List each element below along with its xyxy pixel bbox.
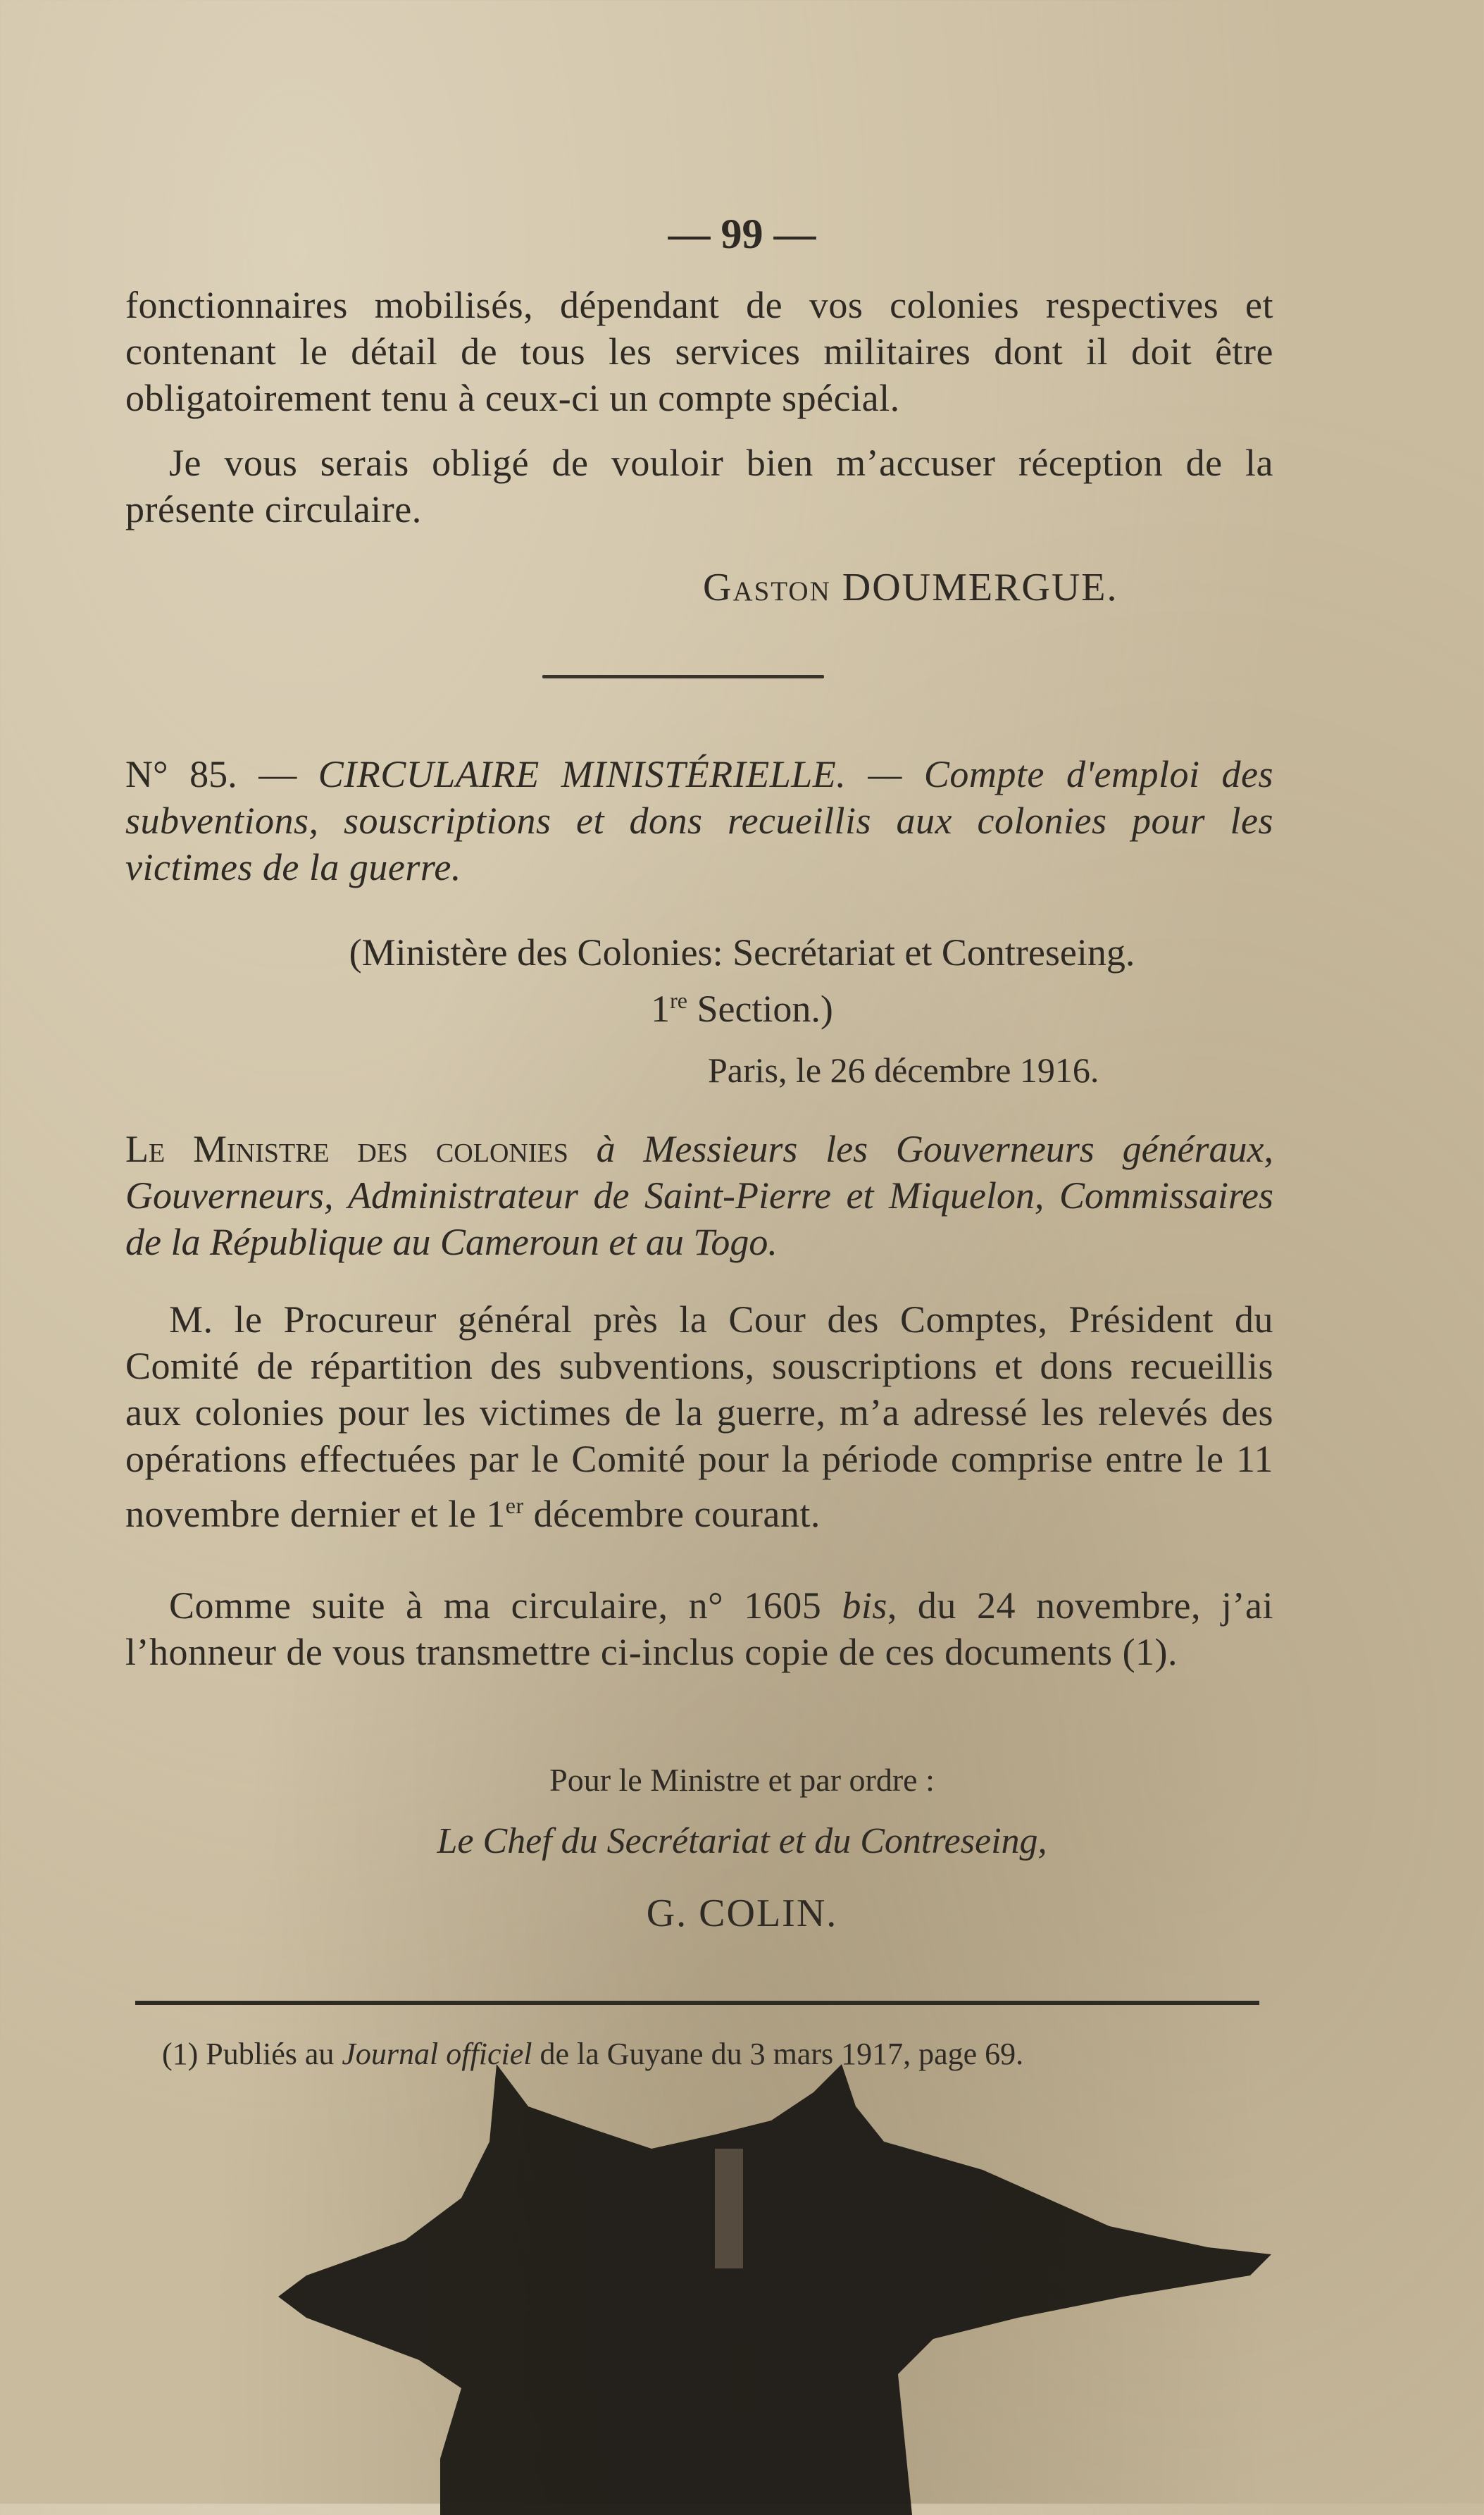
paragraph-continued: fonctionnaires mobilisés, dépendant de vos colonies respectives et contenant le détail de tous les services militaires dont il doit être obligatoirement tenu à ceux-ci un compte spécial. [125, 284, 1273, 419]
body2-bis: bis [842, 1584, 887, 1627]
section-sup: re [670, 988, 687, 1013]
circular-number: N° 85. — [125, 753, 318, 795]
footnote-journal: Journal officiel [342, 2037, 532, 2071]
page-number: — 99 — [668, 211, 816, 257]
signature-colin: G. COLIN. [646, 1892, 838, 1935]
body1-text-a: M. le Procureur général près la Cour des Comptes, Président du Comité de répartition des subventions, souscriptions et dons recueillis aux colonies pour les victimes de la guerre, m’a adressé les relevés des opérations effectuées par le Comité pour la période comprise entre le 11 novembre dernier et le 1 [125, 1298, 1273, 1535]
section-label: Section.) [687, 988, 833, 1030]
closing-line-2: Le Chef du Secrétariat et du Contreseing, [437, 1821, 1047, 1861]
paragraph-body-2 [125, 1582, 1273, 1675]
ink-stain [278, 2064, 1278, 2515]
footnote-rule [135, 2001, 1259, 2005]
ministry-line-2 [0, 976, 1484, 1033]
footnote-text-b: de la Guyane du 3 mars 1917, page 69. [532, 2037, 1024, 2071]
body2-text-b: , du 24 novembre, j’ai l’honneur de vous transmettre ci-inclus copie de ces documents (1). [125, 1584, 1273, 1673]
circular-title: CIRCULAIRE MINISTÉRIELLE. — Compte d'emploi des subventions, souscriptions et dons recueillis aux colonies pour les victimes de la guerre. [125, 753, 1273, 888]
paragraph-acknowledgement [125, 440, 1273, 533]
signature-first-name: Gaston [703, 566, 831, 609]
signature-last-name: DOUMERGUE. [842, 566, 1118, 609]
signature-doumergue [703, 565, 1118, 610]
body1-sup: er [505, 1493, 524, 1518]
body2-text-a: Comme suite à ma circulaire, n° 1605 [169, 1584, 842, 1627]
footnote-text-a: (1) Publiés au [162, 2037, 342, 2071]
closing-line-1: Pour le Ministre et par ordre : [549, 1762, 935, 1798]
body1-text-b: décembre courant. [523, 1493, 821, 1535]
section-divider [542, 675, 824, 678]
addressee-line [125, 1126, 1273, 1265]
addressee-from: Le Ministre des colonies [125, 1128, 568, 1170]
paragraph-acknowledgement-text: Je vous serais obligé de vouloir bien m’accuser réception de la présente circulaire. [125, 442, 1273, 530]
ministry-line-1: (Ministère des Colonies: Secrétariat et Contreseing. [349, 931, 1135, 974]
ministry-line [0, 929, 1484, 1033]
section-number: 1 [651, 988, 671, 1030]
circular-heading [125, 751, 1273, 890]
circular-date: Paris, le 26 décembre 1916. [708, 1050, 1099, 1090]
addressee-to: à Messieurs les Gouverneurs généraux, Gouverneurs, Administrateur de Saint-Pierre et Miquelon, Commissaires de la République au Cameroun et au Togo. [125, 1128, 1273, 1263]
paragraph-body-1 [125, 1296, 1273, 1537]
